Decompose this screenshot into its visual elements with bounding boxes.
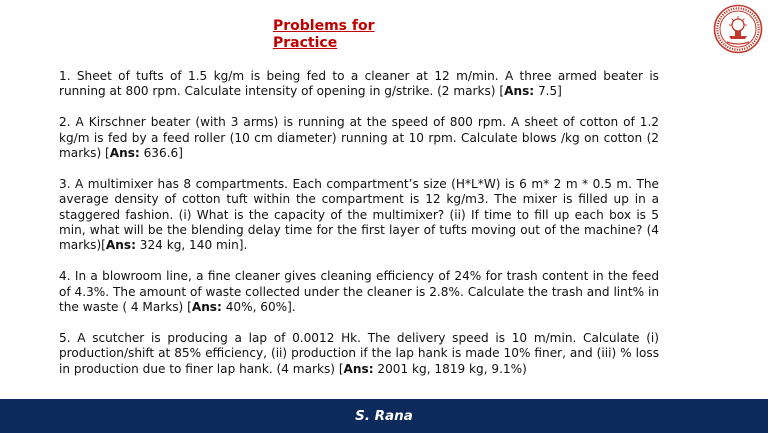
answer-label: Ans: (191, 300, 222, 315)
problem-5: 5. A scutcher is producing a lap of 0.0012 Hk. The delivery speed is 10 m/min. Calculate (i) production/shift at 85% efficiency, (ii) production if the lap hank is made 10% finer, and (iii) % loss in production due to finer lap hank. (4 marks) [Ans: 2001 kg, 1819 kg, 9.1%) (59, 330, 659, 376)
answer-label: Ans: (105, 238, 136, 253)
problem-2: 2. A Kirschner beater (with 3 arms) is running at the speed of 800 rpm. A sheet of cotton of 1.2 kg/m is fed by a feed roller (10 cm diameter) running at 10 rpm. Calculate blows /kg on cotton (2 marks) [Ans: 636.6] (59, 115, 659, 161)
answer-label: Ans: (504, 84, 535, 99)
problem-1: 1. Sheet of tufts of 1.5 kg/m is being fed to a cleaner at 12 m/min. A three armed beater is running at 800 rpm. Calculate intensity of opening in g/strike. (2 marks) [Ans: 7.5] (59, 69, 659, 99)
slide-title: Problems for Practice (273, 18, 375, 51)
author-name: S. Rana (355, 408, 413, 424)
answer-label: Ans: (109, 146, 140, 161)
institute-emblem-icon (713, 4, 763, 54)
problems-list (59, 69, 659, 392)
problem-3: 3. A multimixer has 8 compartments. Each compartment’s size (H*L*W) is 6 m* 2 m * 0.5 m. The average density of cotton tuft within the compartment is 12 kg/m3. The mixer is filled up in a staggered fashion. (i) What is the capacity of the multimixer? (ii) If time to fill up each box is 5 min, what will be the blending delay time for the first layer of tufts moving out of the machine? (4 marks)[Ans: 324 kg, 140 min]. (59, 176, 659, 253)
problem-4: 4. In a blowroom line, a fine cleaner gives cleaning efficiency of 24% for trash content in the feed of 4.3%. The amount of waste collected under the cleaner is 2.8%. Calculate the trash and lint% in the waste ( 4 Marks) [Ans: 40%, 60%]. (59, 269, 659, 315)
footer-bar (0, 399, 768, 433)
answer-label: Ans: (343, 361, 374, 376)
